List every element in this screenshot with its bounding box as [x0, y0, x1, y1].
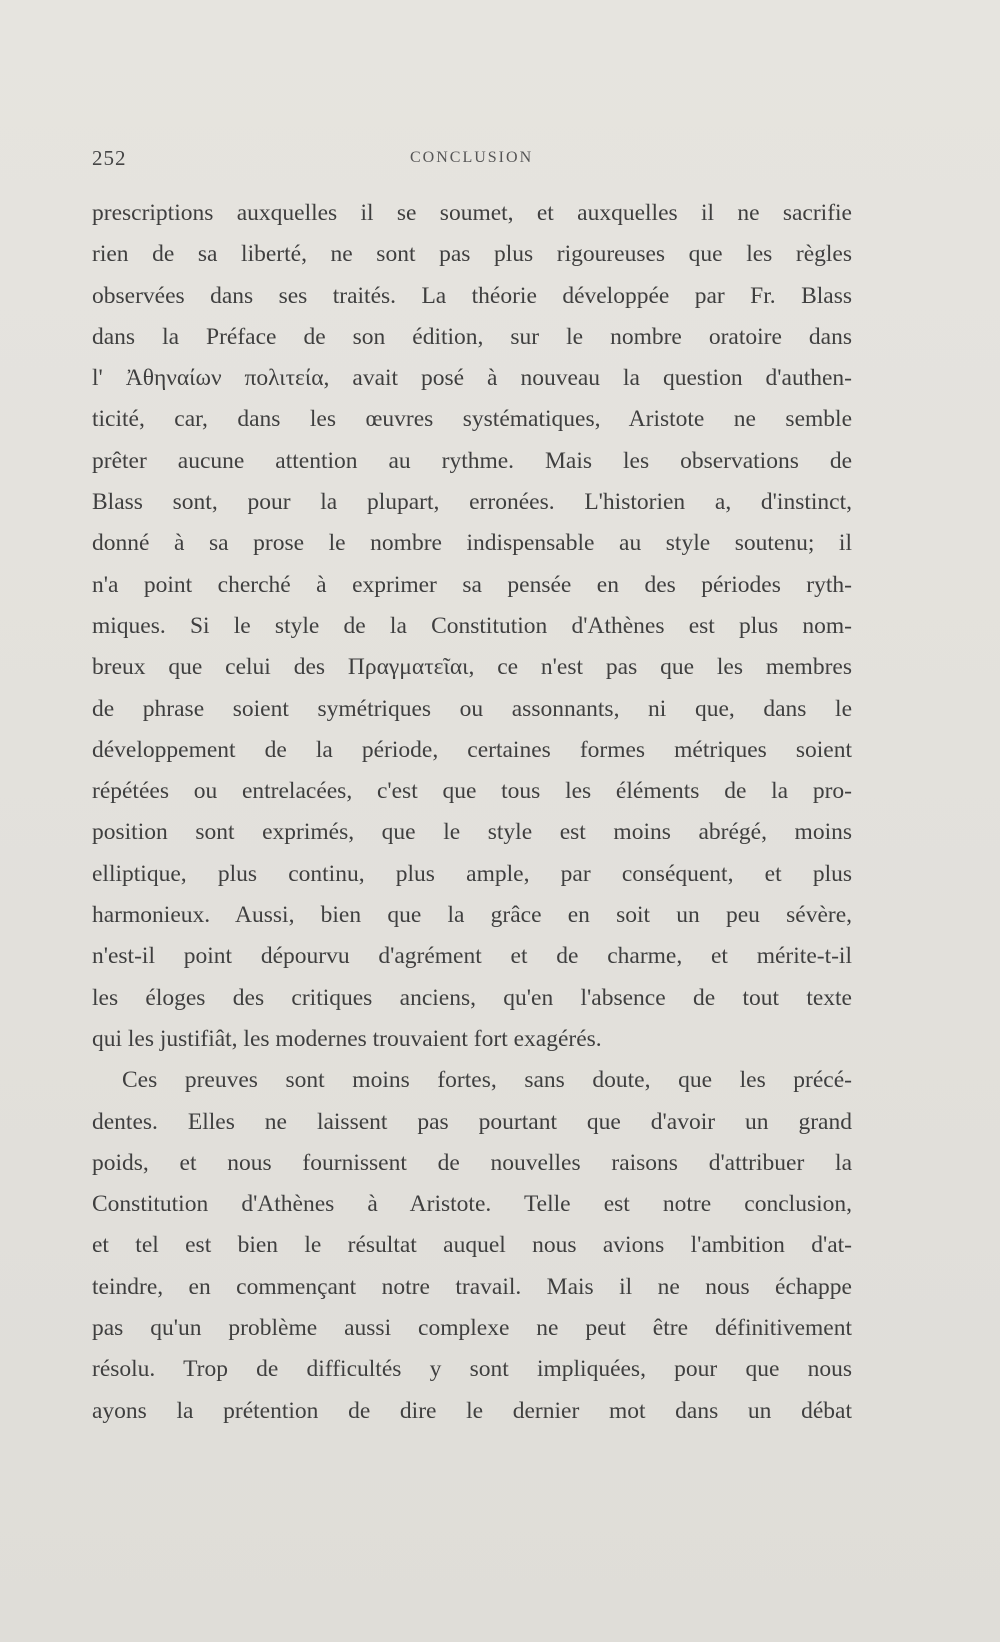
text-line: résolu. Trop de difficultés y sont impliquées, pour que nous — [92, 1356, 852, 1383]
text-line: qui les justifiât, les modernes trouvaient fort exagérés. — [92, 1025, 602, 1052]
text-line: Constitution d'Athènes à Aristote. Telle est notre conclusion, — [92, 1191, 852, 1218]
body-text — [92, 193, 852, 1432]
text-line: Ces preuves sont moins fortes, sans doute, que les précé- — [122, 1067, 852, 1094]
text-line: prêter aucune attention au rythme. Mais les observations de — [92, 447, 852, 474]
text-line: rien de sa liberté, ne sont pas plus rigoureuses que les règles — [92, 241, 852, 268]
text-line: de phrase soient symétriques ou assonnants, ni que, dans le — [92, 695, 852, 722]
text-line: position sont exprimés, que le style est moins abrégé, moins — [92, 819, 852, 846]
text-line: breux que celui des Πραγματεῖαι, ce n'est pas que les membres — [92, 654, 852, 681]
text-line: Blass sont, pour la plupart, erronées. L'historien a, d'instinct, — [92, 489, 852, 516]
running-title: CONCLUSION — [410, 149, 534, 166]
text-line: et tel est bien le résultat auquel nous avions l'ambition d'at- — [92, 1232, 852, 1259]
page-header — [92, 146, 862, 172]
page-number: 252 — [92, 146, 127, 170]
text-line: prescriptions auxquelles il se soumet, et auxquelles il ne sacrifie — [92, 200, 852, 226]
text-line: ticité, car, dans les œuvres systématiques, Aristote ne semble — [92, 406, 852, 433]
text-line: dentes. Elles ne laissent pas pourtant que d'avoir un grand — [92, 1108, 852, 1135]
text-line: miques. Si le style de la Constitution d'Athènes est plus nom- — [92, 612, 852, 639]
text-line: n'a point cherché à exprimer sa pensée en des périodes ryth- — [92, 571, 852, 598]
text-line: poids, et nous fournissent de nouvelles raisons d'attribuer la — [92, 1149, 852, 1176]
text-line: les éloges des critiques anciens, qu'en l'absence de tout texte — [92, 984, 852, 1011]
text-line: n'est-il point dépourvu d'agrément et de charme, et mérite-t-il — [92, 943, 852, 970]
text-line: répétées ou entrelacées, c'est que tous les éléments de la pro- — [92, 778, 852, 805]
text-line: l' Ἀθηναίων πολιτεία, avait posé à nouveau la question d'authen- — [92, 365, 852, 392]
text-line: observées dans ses traités. La théorie développée par Fr. Blass — [92, 282, 852, 309]
text-line: harmonieux. Aussi, bien que la grâce en soit un peu sévère, — [92, 902, 852, 929]
text-line: donné à sa prose le nombre indispensable au style soutenu; il — [92, 530, 852, 557]
text-line: pas qu'un problème aussi complexe ne peut être définitivement — [92, 1315, 852, 1342]
text-line: elliptique, plus continu, plus ample, par conséquent, et plus — [92, 860, 852, 887]
text-line: teindre, en commençant notre travail. Mais il ne nous échappe — [92, 1273, 852, 1300]
text-line: développement de la période, certaines formes métriques soient — [92, 736, 852, 763]
text-line: ayons la prétention de dire le dernier mot dans un débat — [92, 1397, 852, 1424]
text-line: dans la Préface de son édition, sur le nombre oratoire dans — [92, 323, 852, 350]
